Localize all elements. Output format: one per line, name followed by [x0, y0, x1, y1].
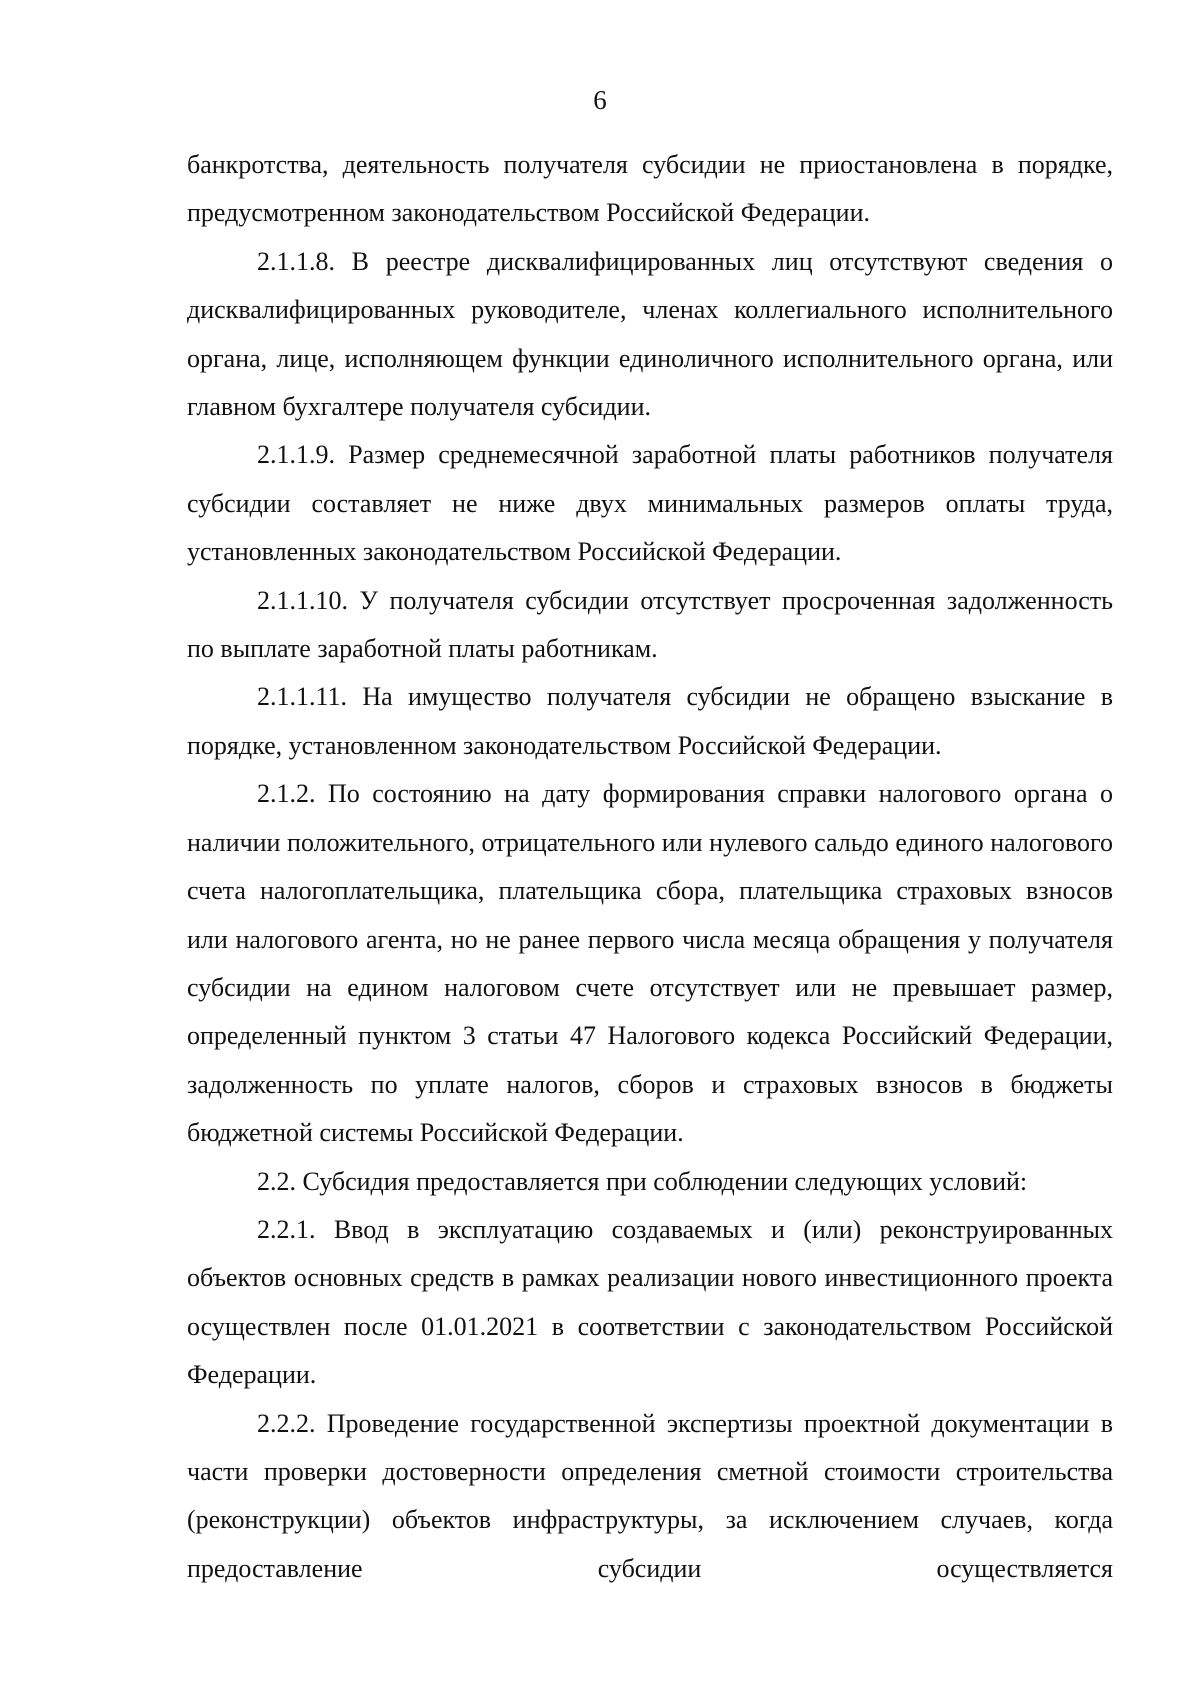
paragraph-2-1-2: 2.1.2. По состоянию на дату формирования справки налогового органа о наличии положительного, отрицательного или нулевого сальдо единого налогового счета налогоплательщика, плательщика сбора, плательщика страховых взносов или налогового агента, но не ранее первого числа месяца обращения у получателя субсидии на едином налоговом счете отсутствует или не превышает размер, определенный пунктом 3 статьи 47 Налогового кодекса Российский Федерации, задолженность по уплате налогов, сборов и страховых взносов в бюджеты бюджетной системы Российской Федерации. [187, 779, 1113, 1148]
paragraph-2-1-1-9: 2.1.1.9. Размер среднемесячной заработной платы работников получателя субсидии составляет не ниже двух минимальных размеров оплаты труда, установленных законодательством Российской Федерации. [187, 440, 1113, 567]
paragraph-2-2-1: 2.2.1. Ввод в эксплуатацию создаваемых и (или) реконструированных объектов основных средств в рамках реализации нового инвестиционного проекта осуществлен после 01.01.2021 в соответствии с законодательством Российской Федерации. [187, 1214, 1113, 1390]
document-body [187, 141, 1113, 1593]
paragraph-2-2: 2.2. Субсидия предоставляется при соблюдении следующих условий: [257, 1166, 1028, 1196]
page-number: 6 [593, 85, 607, 115]
paragraph-2-1-1-8: 2.1.1.8. В реестре дисквалифицированных лиц отсутствуют сведения о дисквалифицированных руководителе, членах коллегиального исполнительного органа, лице, исполняющем функции единоличного исполнительного органа, или главном бухгалтере получателя субсидии. [187, 246, 1113, 422]
paragraph-bankruptcy-continuation: банкротства, деятельность получателя субсидии не приостановлена в порядке, предусмотренном законодательством Российской Федерации. [187, 150, 1113, 228]
paragraph-2-2-2: 2.2.2. Проведение государственной экспертизы проектной документации в части проверки достоверности определения сметной стоимости строительства (реконструкции) объектов инфраструктуры, за исключением случаев, когда предоставление субсидии осуществляется [187, 1408, 1113, 1583]
paragraph-2-1-1-11: 2.1.1.11. На имущество получателя субсидии не обращено взыскание в порядке, установленном законодательством Российской Федерации. [187, 682, 1113, 760]
paragraph-2-1-1-10: 2.1.1.10. У получателя субсидии отсутствует просроченная задолженность по выплате заработной платы работникам. [187, 585, 1113, 664]
